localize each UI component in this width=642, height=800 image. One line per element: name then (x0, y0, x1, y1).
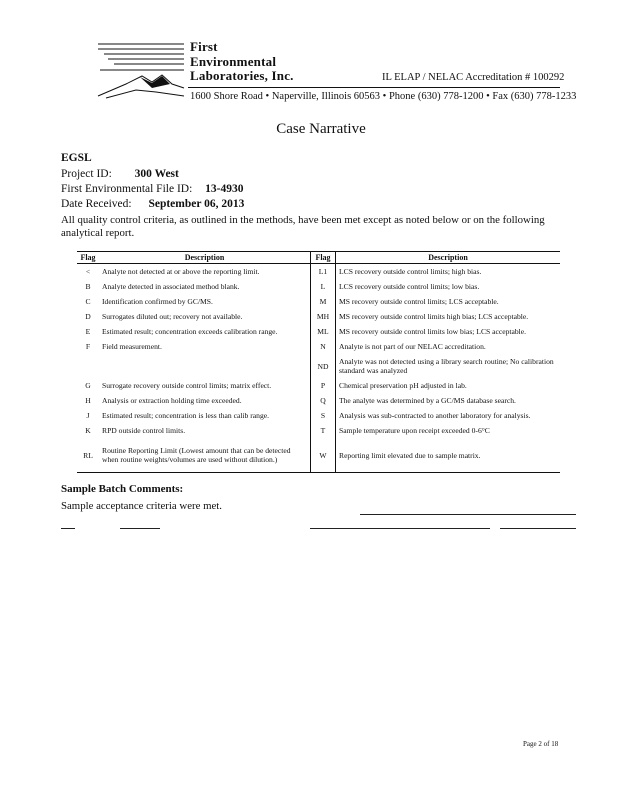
project-id-line: Project ID: 300 West (61, 168, 179, 180)
blank-line (61, 528, 75, 529)
page-number: Page 2 of 18 (523, 740, 559, 748)
blank-line (120, 528, 160, 529)
description-header: Description (336, 252, 561, 264)
flag-description: Reporting limit elevated due to sample matrix. (336, 438, 561, 473)
flag-description: Surrogates diluted out; recovery not available. (99, 309, 311, 324)
flag-description (99, 354, 311, 378)
blank-line (360, 514, 576, 515)
flag-code: < (85, 267, 91, 276)
qc-statement: All quality control criteria, as outlined in the methods, have been met except as noted below or on the following analytical report. (61, 214, 545, 239)
flag-code: N (311, 339, 336, 354)
flag-code: T (311, 423, 336, 438)
file-id-value: 13-4930 (205, 183, 244, 195)
flag-description: Analyte was not detected using a library search routine; No calibration standard was analyzed (339, 357, 554, 375)
table-row (77, 378, 560, 393)
flag-code: P (311, 378, 336, 393)
flag-code: ML (311, 324, 336, 339)
table-row (77, 339, 560, 354)
flag-description: Analyte detected in associated method blank. (99, 279, 311, 294)
table-row (77, 279, 560, 294)
flag-code: G (85, 381, 91, 390)
flag-code: C (85, 297, 91, 306)
flag-description: MS recovery outside control limits low bias; LCS acceptable. (339, 327, 527, 336)
batch-comments-text: Sample acceptance criteria were met. (61, 500, 222, 512)
flag-code: M (311, 294, 336, 309)
flag-description: Analyte is not part of our NELAC accreditation. (339, 342, 486, 351)
flag-table-header (77, 252, 560, 264)
flag-description: Analyte not detected at or above the reporting limit. (99, 264, 311, 280)
header-divider (188, 87, 560, 88)
flag-description: Surrogate recovery outside control limits; matrix effect. (99, 378, 311, 393)
table-row (77, 354, 560, 378)
company-logo (96, 40, 186, 102)
flag-description: Routine Reporting Limit (Lowest amount that can be detected when routine weights/volumes are used without dilution.) (99, 438, 311, 473)
flag-description: Analysis or extraction holding time exceeded. (99, 393, 311, 408)
company-name: First Environmental Laboratories, Inc. (190, 39, 294, 83)
flag-code: MH (311, 309, 336, 324)
flag-description: Estimated result; concentration is less than calib range. (99, 408, 311, 423)
table-row (77, 309, 560, 324)
flag-description: The analyte was determined by a GC/MS database search. (339, 396, 516, 405)
flag-code: S (311, 408, 336, 423)
table-row (77, 393, 560, 408)
flag-description: MS recovery outside control limits high bias; LCS acceptable. (339, 312, 529, 321)
description-header: Description (99, 252, 311, 264)
flag-description: MS recovery outside control limits; LCS acceptable. (339, 297, 499, 306)
accreditation-number: IL ELAP / NELAC Accreditation # 100292 (382, 72, 565, 83)
flag-description: Chemical preservation pH adjusted in lab. (339, 381, 467, 390)
table-row (77, 294, 560, 309)
flag-header: Flag (77, 252, 99, 264)
flag-code (77, 354, 99, 378)
blank-line (310, 528, 490, 529)
date-received-value: September 06, 2013 (148, 198, 245, 210)
flag-code: B (85, 282, 91, 291)
flag-code: F (85, 342, 91, 351)
table-row (77, 438, 560, 473)
flag-description: LCS recovery outside control limits; low bias. (339, 282, 480, 291)
flag-code: D (85, 312, 91, 321)
project-id-value: 300 West (134, 168, 179, 180)
table-row (77, 264, 560, 280)
flag-code: Q (311, 393, 336, 408)
blank-line (500, 528, 576, 529)
flag-description: Analysis was sub-contracted to another laboratory for analysis. (339, 411, 531, 420)
flag-description: Sample temperature upon receipt exceeded 0-6°C (339, 426, 490, 435)
table-row (77, 423, 560, 438)
flag-legend-table (77, 251, 560, 473)
flag-code: E (85, 327, 91, 336)
table-row (77, 408, 560, 423)
document-title: Case Narrative (276, 121, 366, 137)
company-address: 1600 Shore Road • Naperville, Illinois 60563 • Phone (630) 778-1200 • Fax (630) 778-1233 (190, 91, 577, 102)
flag-code: RL (77, 438, 99, 473)
file-id-line: First Environmental File ID: 13-4930 (61, 183, 244, 195)
date-received-line: Date Received: September 06, 2013 (61, 198, 245, 210)
flag-code: W (311, 438, 336, 473)
flag-description: Field measurement. (99, 339, 311, 354)
flag-description: RPD outside control limits. (99, 423, 311, 438)
flag-code: L (311, 279, 336, 294)
flag-code: J (86, 411, 90, 420)
flag-code: ND (311, 354, 336, 378)
batch-comments-heading: Sample Batch Comments: (61, 483, 184, 495)
table-row (77, 324, 560, 339)
client-name: EGSL (61, 152, 92, 164)
flag-description: LCS recovery outside control limits; high bias. (339, 267, 482, 276)
flag-description: Identification confirmed by GC/MS. (99, 294, 311, 309)
flag-code: L1 (311, 264, 336, 280)
flag-header: Flag (311, 252, 336, 264)
flag-code: H (85, 396, 91, 405)
flag-description: Estimated result; concentration exceeds calibration range. (99, 324, 311, 339)
flag-code: K (85, 426, 91, 435)
